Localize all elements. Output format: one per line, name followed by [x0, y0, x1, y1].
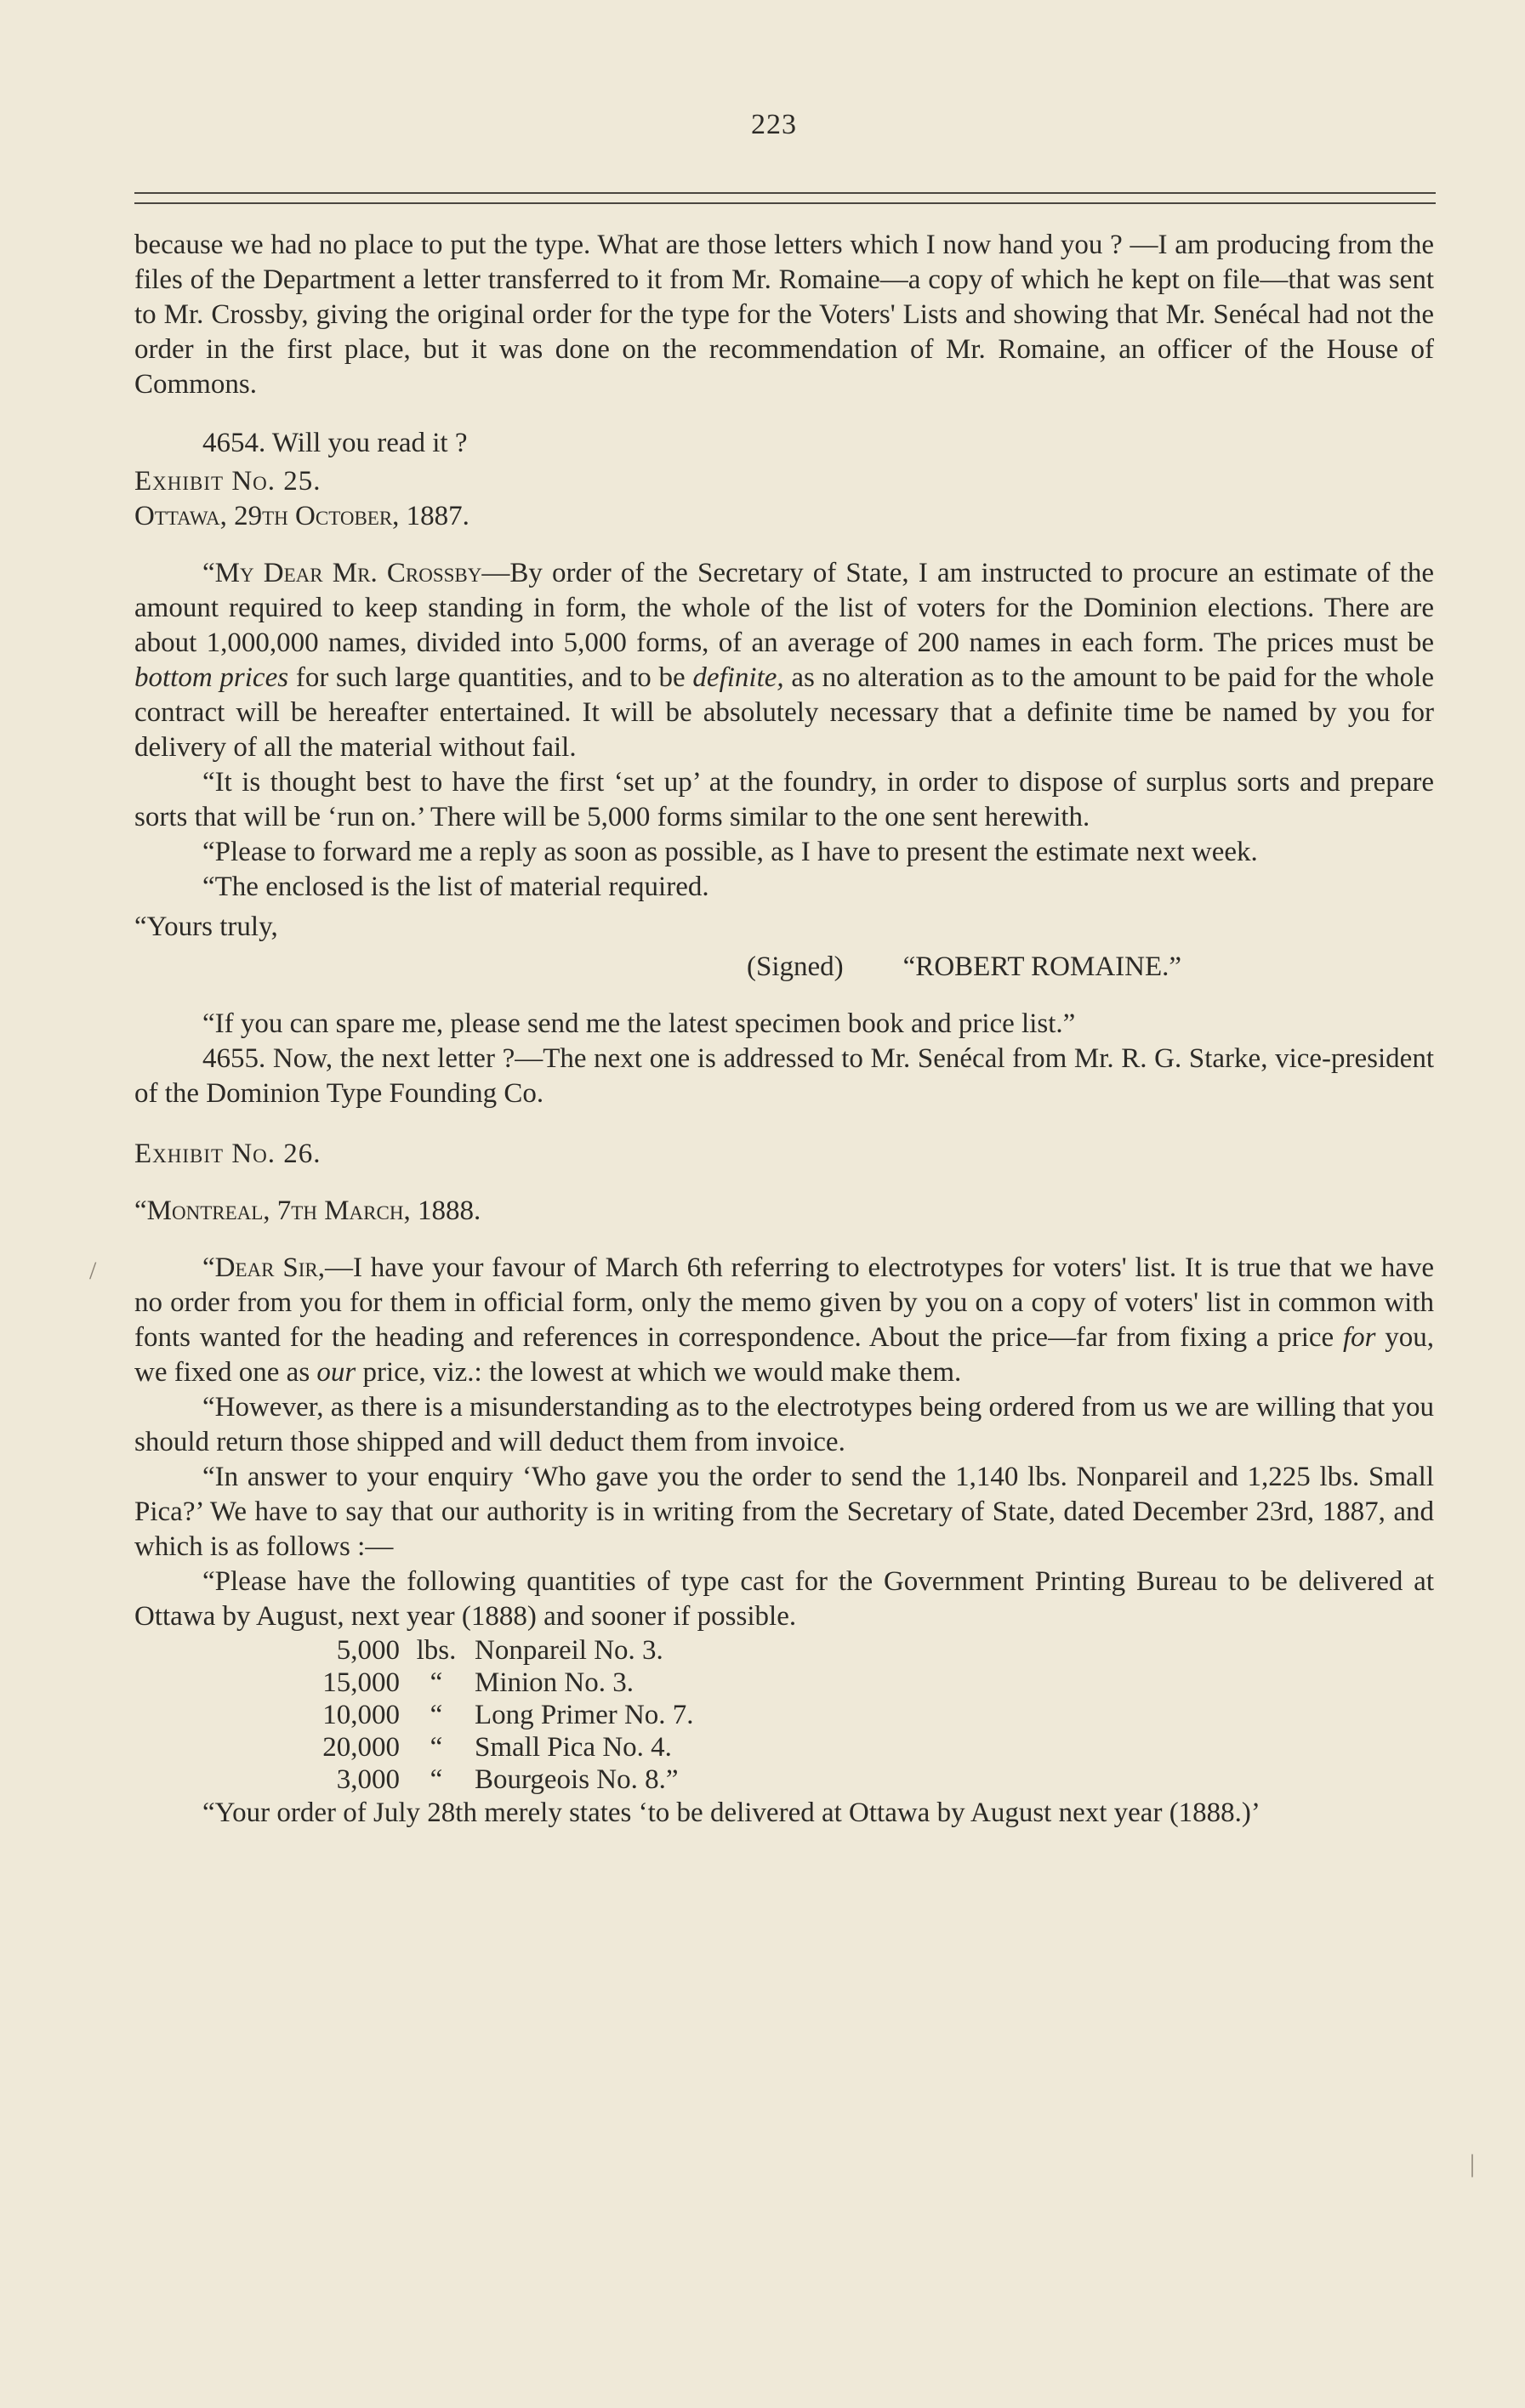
type-quantity: 10,000	[322, 1700, 400, 1730]
answer-paragraph: because we had no place to put the type. What are those letters which I now hand you ? —I am producing from the files of the Department a letter transferred to it from Mr. Romaine—a copy of which he kept on file—that was sent to Mr. Crossby, giving the original order for the type for the Voters' Lists and showing that Mr. Senécal had not the order in the first place, but it was done on the recommendation of Mr. Romaine, an officer of the House of Commons.	[134, 230, 1434, 400]
letter-25-paragraph-3: “Please to forward me a reply as soon as possible, as I have to present the estimate next week.	[202, 837, 1258, 867]
type-name: Nonpareil No. 3.	[475, 1635, 663, 1666]
for-emphasis: for	[1342, 1322, 1376, 1353]
list-item	[304, 1763, 1434, 1796]
spacer	[134, 534, 1434, 556]
margin-mark-icon: /	[89, 1257, 97, 1285]
type-unit: “	[430, 1764, 443, 1795]
definite-emphasis: definite,	[692, 662, 784, 693]
letter-26-salutation: “Dear Sir,	[202, 1252, 325, 1283]
page-number: 223	[751, 109, 797, 140]
type-quantity: 3,000	[336, 1764, 400, 1795]
letter-26-text-c: price, viz.: the lowest at which we would make them.	[356, 1357, 962, 1388]
letter-25-paragraph-2: “It is thought best to have the first ‘set up’ at the foundry, in order to dispose of surplus sorts and prepare sorts that will be ‘run on.’ There will be 5,000 forms similar to the one sent herewith.	[134, 767, 1434, 832]
our-emphasis: our	[316, 1357, 356, 1388]
header-rule-top	[134, 192, 1436, 194]
body-text	[134, 228, 1434, 1831]
letter-25-text-c: as no alteration as to the amount to be paid for the whole contract will be hereafter entertained. It will be absolutely necessary that a definite time be named by you for delivery of all the material without fail.	[134, 662, 1434, 763]
type-name: Long Primer No. 7.	[475, 1700, 694, 1730]
type-name: Minion No. 3.	[475, 1667, 634, 1698]
signed-label: (Signed)	[747, 951, 844, 982]
question-4654: 4654. Will you read it ?	[202, 428, 468, 458]
type-quantity: 5,000	[336, 1635, 400, 1666]
type-quantity-list	[304, 1634, 1434, 1796]
letter-25-postscript: “If you can spare me, please send me the latest specimen book and price list.”	[202, 1008, 1076, 1039]
type-quantity: 20,000	[322, 1732, 400, 1763]
letter-25-paragraph-4: “The enclosed is the list of material required.	[202, 872, 709, 902]
list-item	[304, 1667, 1434, 1699]
spacer	[134, 1172, 1434, 1194]
letter-26-paragraph-3: “In answer to your enquiry ‘Who gave you the order to send the 1,140 lbs. Nonpareil and 1,225 lbs. Small Pica?’ We have to say that our authority is in writing from the Secretary of State, dated December 23rd, 1887, and which is as follows :—	[134, 1462, 1434, 1562]
list-item	[304, 1731, 1434, 1763]
question-4655: 4655. Now, the next letter ?—The next one is addressed to Mr. Senécal from Mr. R. G. Starke, vice-president of the Dominion Type Founding Co.	[134, 1043, 1434, 1109]
exhibit-26-date: “Montreal, 7th March, 1888.	[134, 1195, 481, 1226]
type-unit: “	[430, 1732, 443, 1763]
type-unit: “	[430, 1667, 443, 1698]
exhibit-26-heading: Exhibit No. 26.	[134, 1139, 322, 1169]
type-unit: lbs.	[416, 1635, 457, 1666]
letter-25-text-a: —By order of the Secretary of State, I am instructed to procure an estimate of the amount required to keep standing in form, the whole of the list of voters for the Dominion elections. There are about 1,000,000 names, divided into 5,000 forms, of an average of 200 names in each form. The prices must be	[134, 558, 1434, 658]
exhibit-25-heading: Exhibit No. 25.	[134, 466, 322, 497]
type-unit: “	[430, 1700, 443, 1730]
letter-26-paragraph-5: “Your order of July 28th merely states ‘to be delivered at Ottawa by August next year (1888.)’	[202, 1797, 1260, 1828]
header-rule-bottom	[134, 202, 1436, 204]
list-item	[304, 1699, 1434, 1731]
letter-26-text-b: you, we fixed one as	[134, 1322, 1434, 1388]
letter-26-paragraph-2: “However, as there is a misunderstanding as to the electrotypes being ordered from us we are willing that you should return those shipped and will deduct them from invoice.	[134, 1392, 1434, 1457]
spacer	[134, 1229, 1434, 1251]
margin-mark-icon: |	[1470, 2150, 1476, 2178]
spacer	[134, 1111, 1434, 1133]
letter-25-text-b: for such large quantities, and to be	[288, 662, 693, 693]
spacer	[134, 985, 1434, 1007]
letter-26-paragraph-4: “Please have the following quantities of type cast for the Government Printing Bureau to be delivered at Ottawa by August, next year (1888) and sooner if possible.	[134, 1566, 1434, 1632]
bottom-prices-emphasis: bottom prices	[134, 662, 289, 693]
type-quantity: 15,000	[322, 1667, 400, 1698]
letter-26-paragraph-1	[134, 1251, 1434, 1390]
letter-25-signature-line	[134, 950, 1434, 985]
letter-25-signature: “ROBERT ROMAINE.”	[902, 951, 1182, 982]
type-name: Bourgeois No. 8.”	[475, 1764, 679, 1795]
exhibit-25-date: Ottawa, 29th October, 1887.	[134, 501, 469, 531]
letter-25-closing: “Yours truly,	[134, 912, 278, 942]
letter-25-paragraph-1	[134, 556, 1434, 765]
list-item	[304, 1634, 1434, 1667]
letter-26-text-a: —I have your favour of March 6th referring to electrotypes for voters' list. It is true that we have no order from you for them in official form, only the memo given by you on a copy of voters' list in common with fonts wanted for the heading and references in correspondence. About the price—far from fixing a price	[134, 1252, 1434, 1353]
type-name: Small Pica No. 4.	[475, 1732, 672, 1763]
letter-25-salutation: “My Dear Mr. Crossby	[202, 558, 482, 588]
